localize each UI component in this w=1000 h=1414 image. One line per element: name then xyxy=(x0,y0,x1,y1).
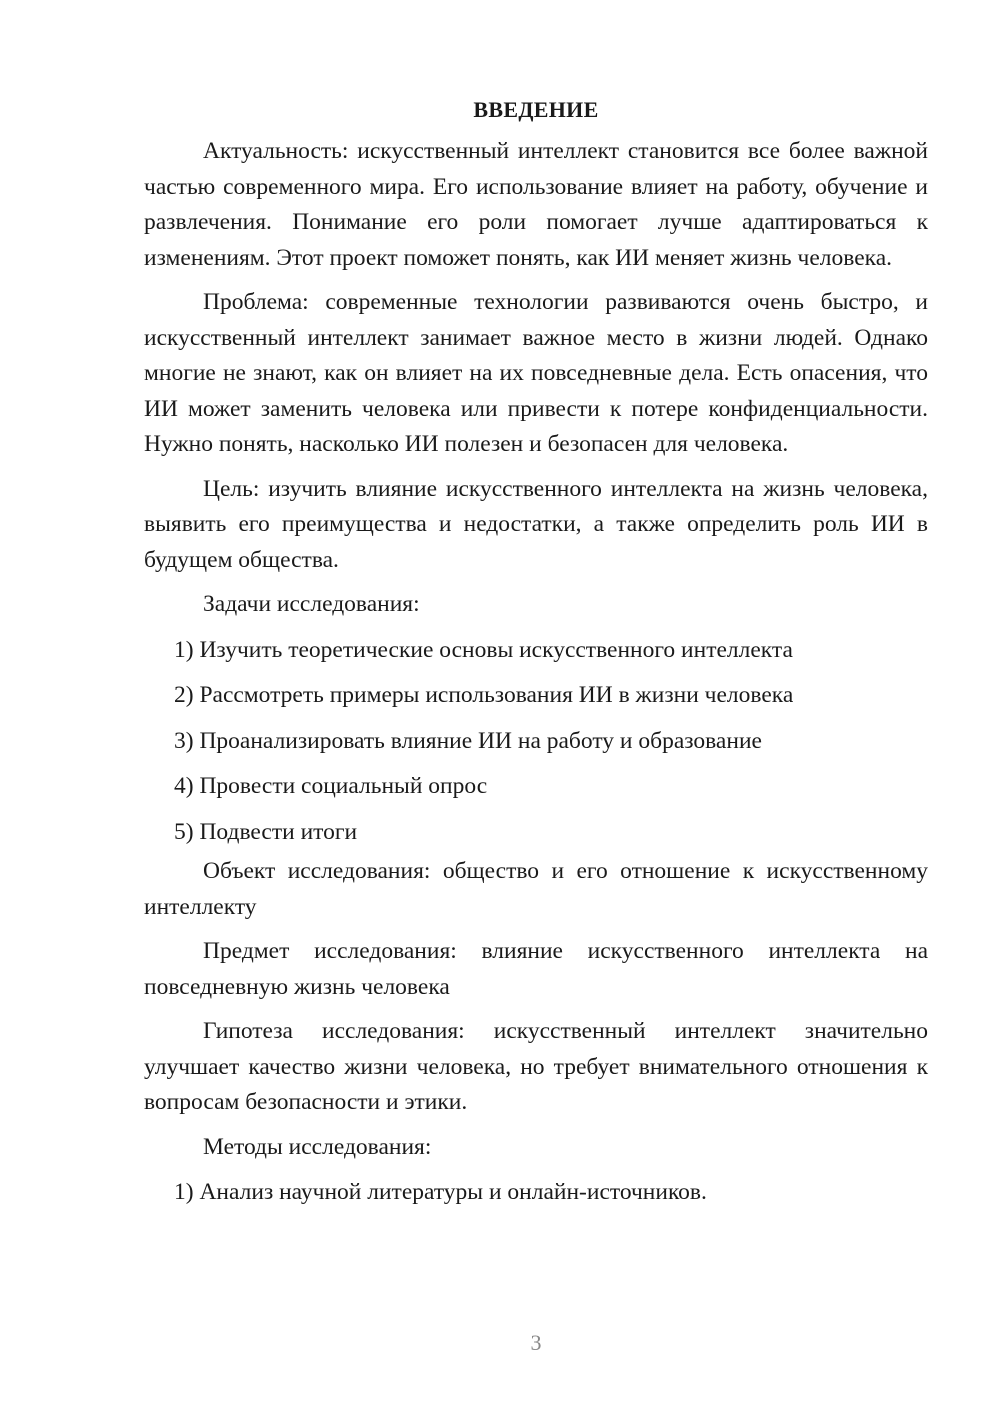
paragraph-hypothesis: Гипотеза исследования: искусственный интеллект значительно улучшает качество жизни человека, но требует внимательного отношения к вопросам безопасности и этики. xyxy=(144,1018,928,1115)
methods-title: Методы исследования: xyxy=(203,1133,432,1160)
page-content xyxy=(144,90,928,1211)
list-item: 4) Провести социальный опрос xyxy=(174,773,488,799)
methods-list xyxy=(144,1175,928,1211)
list-item: 3) Проанализировать влияние ИИ на работу и образование xyxy=(174,727,762,754)
list-item: 1) Изучить теоретические основы искусственного интеллекта xyxy=(174,636,793,663)
paragraph-problem: Проблема: современные технологии развиваются очень быстро, и искусственный интеллект занимает важное место в жизни людей. Однако многие не знают, как он влияет на их повседневные дела. Есть опасения, что ИИ может заменить человека или привести к потере конфиденциальности. Нужно понять, насколько ИИ полезен и безопасен для человека. xyxy=(144,289,928,457)
paragraph-goal: Цель: изучить влияние искусственного интеллекта на жизнь человека, выявить его преимущества и недостатки, а также определить роль ИИ в будущем общества. xyxy=(144,475,928,573)
tasks-title: Задачи исследования: xyxy=(203,591,420,617)
paragraph-subject: Предмет исследования: влияние искусственного интеллекта на повседневную жизнь человека xyxy=(144,938,928,1000)
list-item: 5) Подвести итоги xyxy=(174,818,358,845)
page-number: 3 xyxy=(530,1330,542,1355)
section-heading: ВВЕДЕНИЕ xyxy=(473,97,599,122)
list-item: 1) Анализ научной литературы и онлайн-источников. xyxy=(174,1179,707,1205)
paragraph-relevance: Актуальность: искусственный интеллект становится все более важной частью современного мира. Его использование влияет на работу, обучение и развлечения. Понимание его роли помогает лучше адаптироваться к изменениям. Этот проект поможет понять, как ИИ меняет жизнь человека. xyxy=(144,138,928,271)
paragraph-object: Объект исследования: общество и его отношение к искусственному интеллекту xyxy=(144,858,928,920)
tasks-list xyxy=(144,633,928,851)
list-item: 2) Рассмотреть примеры использования ИИ в жизни человека xyxy=(174,682,794,708)
